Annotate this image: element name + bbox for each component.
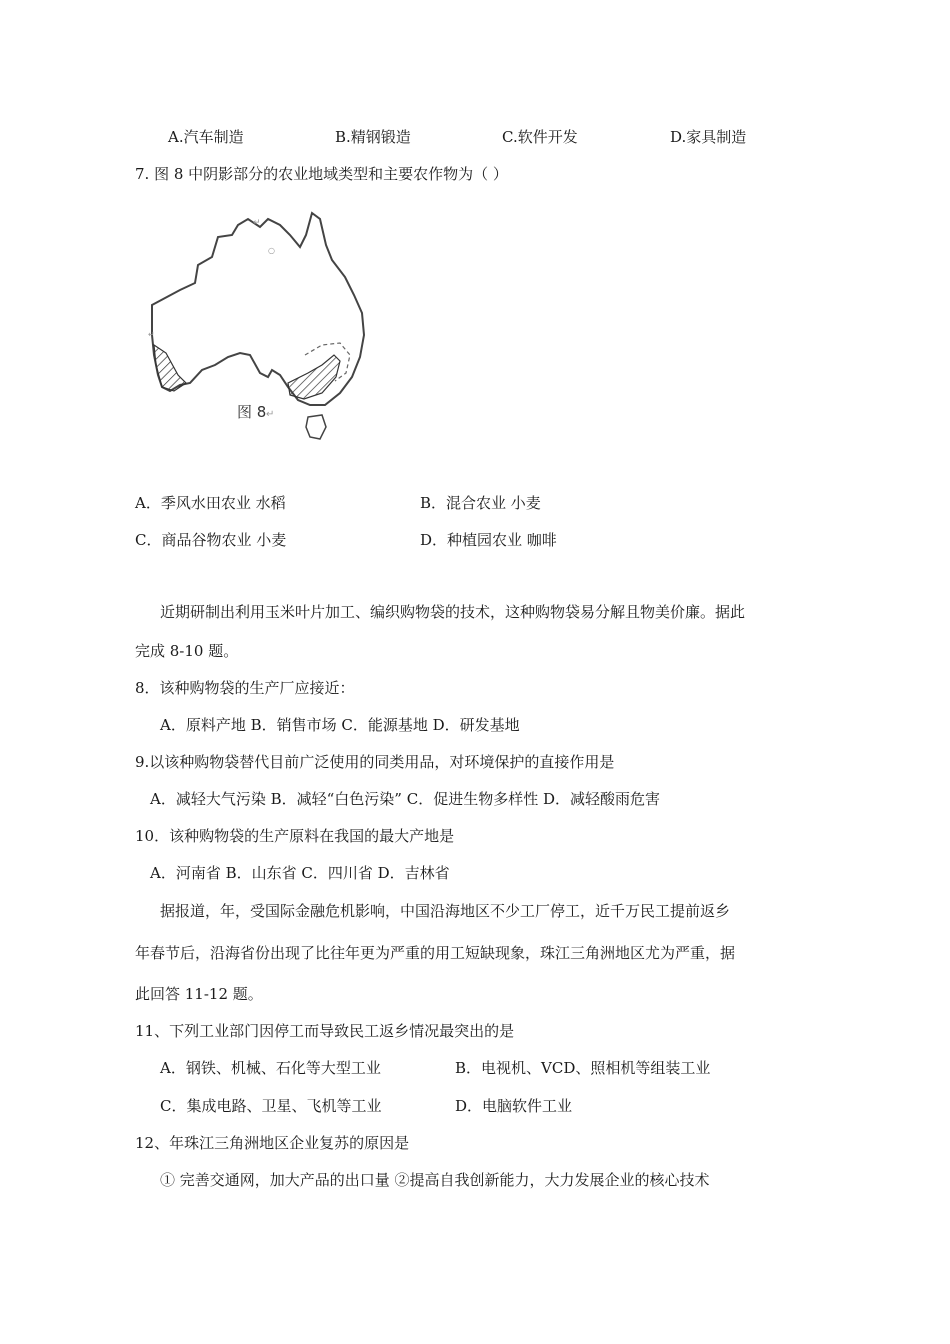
australia-map [140,205,375,450]
svg-text:↵: ↵ [266,409,275,420]
q7-option-d: D．种植园农业 咖啡 [420,531,557,549]
q6-option-c: C.软件开发 [502,128,578,146]
svg-text:↵: ↵ [148,330,155,339]
passage2-line3: 此回答 11-12 题。 [135,985,263,1003]
q11-stem: 11、下列工业部门因停工而导致民工返乡情况最突出的是 [135,1022,515,1040]
q6-option-b: B.精钢锻造 [335,128,411,146]
q12-stem: 12、年珠江三角洲地区企业复苏的原因是 [135,1134,410,1152]
q11-option-b: B．电视机、VCD、照相机等组装工业 [455,1059,711,1077]
q11-option-a: A．钢铁、机械、石化等大型工业 [160,1059,381,1077]
svg-text:○: ○ [268,246,275,255]
q7-stem: 7. 图 8 中阴影部分的农业地域类型和主要农作物为（ ） [135,165,508,183]
passage2-line1: 据报道，年，受国际金融危机影响，中国沿海地区不少工厂停工，近千万民工提前返乡 [160,902,731,920]
svg-text:↵: ↵ [253,218,261,228]
q10-stem: 10．该种购物袋的生产原料在我国的最大产地是 [135,827,455,845]
q7-option-c: C．商品谷物农业 小麦 [135,531,287,549]
q6-option-a: A.汽车制造 [168,128,244,146]
q7-option-a: A．季风水田农业 水稻 [135,494,286,512]
figure-label: 图 8 [237,403,267,421]
passage1-line2: 完成 8-10 题。 [135,642,239,660]
q6-option-d: D.家具制造 [670,128,747,146]
passage2-line2: 年春节后，沿海省份出现了比往年更为严重的用工短缺现象，珠江三角洲地区尤为严重，据 [135,944,736,962]
q12-line1: ① 完善交通网，加大产品的出口量 ②提高自我创新能力，大力发展企业的核心技术 [160,1171,710,1189]
q9-stem: 9.以该种购物袋替代目前广泛使用的同类用品，对环境保护的直接作用是 [135,753,615,771]
q8-options: A．原料产地 B．销售市场 C．能源基地 D．研发基地 [160,716,520,734]
q9-options: A．减轻大气污染 B．减轻“白色污染” C．促进生物多样性 D．减轻酸雨危害 [150,790,661,808]
q10-options: A．河南省 B．山东省 C．四川省 D．吉林省 [150,864,450,882]
australia-map-figure [140,205,375,450]
q11-option-c: C．集成电路、卫星、飞机等工业 [160,1097,382,1115]
q7-option-b: B．混合农业 小麦 [420,494,541,512]
q8-stem: 8．该种购物袋的生产厂应接近： [135,679,355,697]
q11-option-d: D．电脑软件工业 [455,1097,573,1115]
passage1-line1: 近期研制出利用玉米叶片加工、编织购物袋的技术，这种购物袋易分解且物美价廉。据此 [160,603,746,621]
